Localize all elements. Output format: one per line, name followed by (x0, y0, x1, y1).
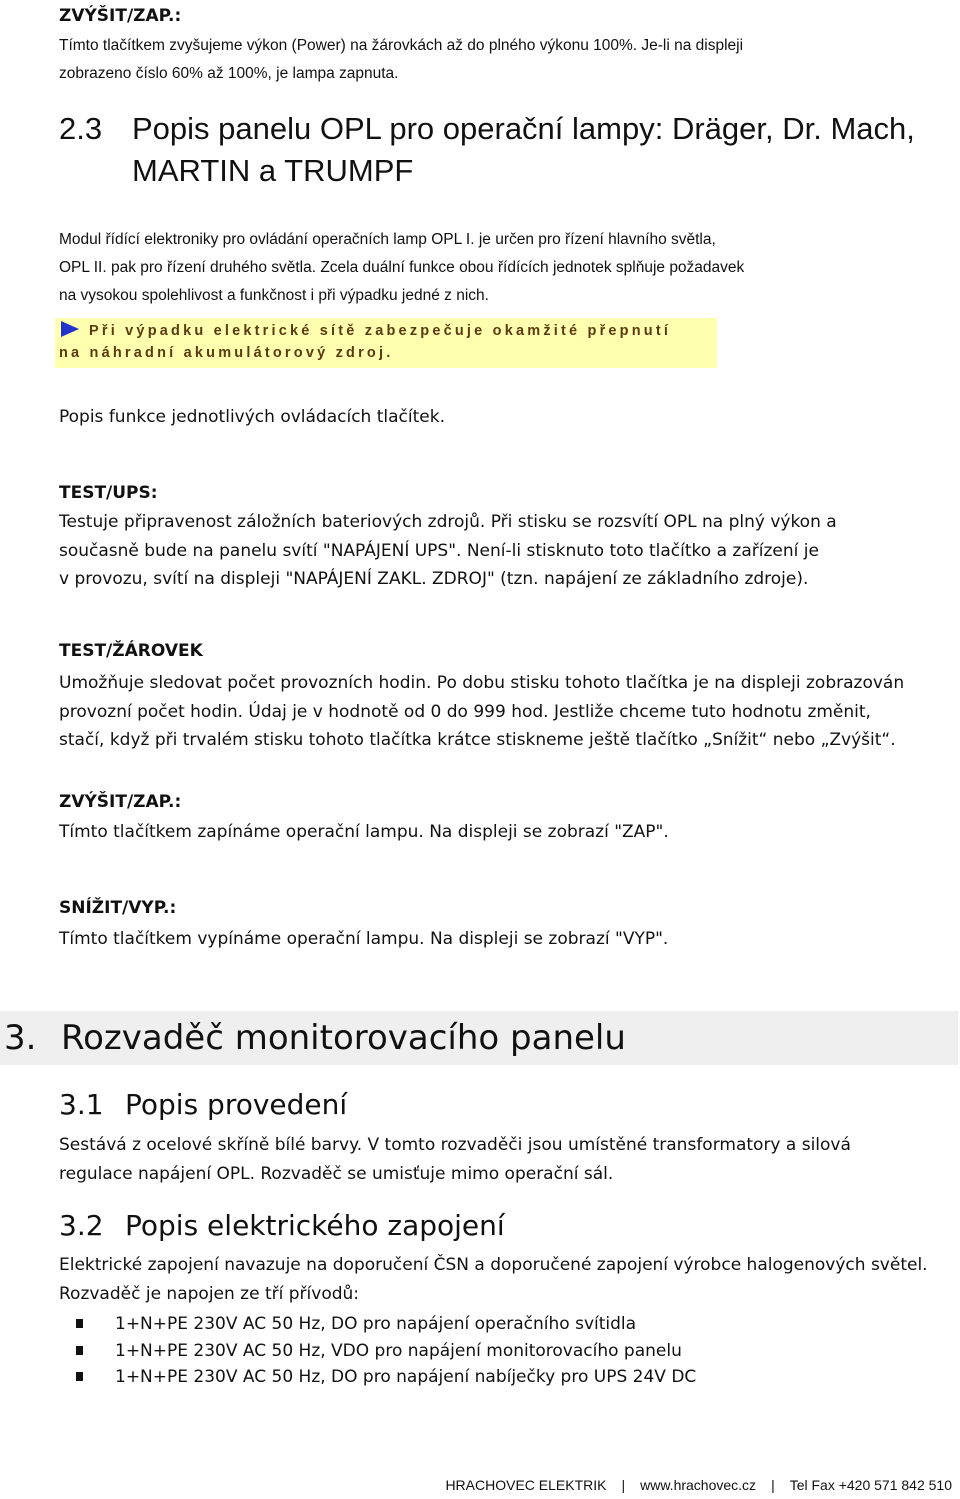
list-item-text: 1+N+PE 230V AC 50 Hz, DO pro napájení operačního svítidla (115, 1314, 637, 1334)
zvysit-zap-text: Tímto tlačítkem zapínáme operační lampu. Na displeji se zobrazí "ZAP". (59, 822, 669, 842)
chapter-number: 3. (4, 1018, 37, 1058)
list-item-text: 1+N+PE 230V AC 50 Hz, DO pro napájení nabíječky pro UPS 24V DC (115, 1367, 697, 1387)
test-zarovek-text (59, 669, 954, 755)
footer (445, 1477, 952, 1493)
section-title-text: Popis provedení (125, 1088, 348, 1121)
text-line: regulace napájení OPL. Rozvaděč se umisťuje mimo operační sál. (59, 1163, 614, 1184)
section-3-2-text (59, 1251, 957, 1308)
text-line: v provozu, svítí na displeji "NAPÁJENÍ ZAKL. ZDROJ" (tzn. napájení ze základního zdroje). (59, 569, 809, 589)
text-line: OPL II. pak pro řízení druhého světla. Zcela duální funkce obou řídících jednotek splňuje požadavek (59, 259, 745, 276)
section-number: 2.3 (59, 111, 103, 146)
text-line: na vysokou spolehlivost a funkčnost i při výpadku jedné z nich. (59, 287, 489, 304)
footer-company: HRACHOVEC ELEKTRIK (445, 1477, 607, 1493)
bullet-square-icon (76, 1346, 83, 1355)
zvysit-zap-text-top (59, 32, 949, 88)
section-3-1-text (59, 1131, 954, 1188)
test-zarovek-heading: TEST/ŽÁROVEK (59, 641, 203, 661)
text-line: Rozvaděč je napojen ze tří přívodů: (59, 1283, 360, 1304)
chapter-3-title (0, 1011, 958, 1064)
text-line: stačí, když při trvalém stisku tohoto tlačítka krátce stiskneme ještě tlačítko „Snížit“ nebo „Zvýšit“. (59, 730, 896, 750)
list-item-text: 1+N+PE 230V AC 50 Hz, VDO pro napájení monitorovacího panelu (115, 1340, 682, 1361)
section-3-1-title (59, 1085, 347, 1125)
text-line: Umožňuje sledovat počet provozních hodin. Po dobu stisku tohoto tlačítka je na displeji zobrazován (59, 673, 905, 693)
footer-contact: Tel Fax +420 571 842 510 (789, 1477, 952, 1493)
text-line: zobrazeno číslo 60% až 100%, je lampa zapnuta. (59, 65, 399, 82)
zvysit-zap-heading: ZVÝŠIT/ZAP.: (59, 792, 182, 812)
bullet-square-icon (76, 1319, 83, 1328)
list-item (59, 1311, 919, 1338)
section-2-3-text (59, 226, 954, 310)
text-line: Modul řídící elektroniky pro ovládání operačních lamp OPL I. je určen pro řízení hlavního světla, (59, 231, 716, 248)
section-number: 3.2 (59, 1209, 104, 1242)
zvysit-zap-heading-top: ZVÝŠIT/ZAP.: (59, 6, 182, 26)
footer-website[interactable]: www.hrachovec.cz (640, 1477, 757, 1493)
section-2-3-title-line1 (59, 108, 949, 150)
footer-separator: | (771, 1477, 775, 1493)
bullet-square-icon (76, 1372, 83, 1381)
test-ups-text (59, 508, 954, 594)
text-line: Testuje připravenost záložních bateriových zdrojů. Při stisku se rozsvítí OPL na plný výkon a (59, 512, 837, 532)
highlight-line1 (59, 320, 713, 342)
test-ups-heading: TEST/UPS: (59, 483, 158, 503)
list-item (59, 1364, 919, 1391)
highlight-text: Při výpadku elektrické sítě zabezpečuje okamžité přepnutí (89, 323, 672, 339)
text-line: současně bude na panelu svítí "NAPÁJENÍ UPS". Není-li stisknuto toto tlačítko a zařízení je (59, 540, 819, 561)
section-title-text: Popis panelu OPL pro operační lampy: Dräger, Dr. Mach, (132, 111, 915, 146)
section-3-2-title (59, 1206, 505, 1246)
highlight-note (55, 318, 717, 368)
section-2-3-title-line2: MARTIN a TRUMPF (132, 153, 414, 188)
text-line: provozní počet hodin. Údaj je v hodnotě od 0 do 999 hod. Jestliže chceme tuto hodnotu změnit, (59, 701, 871, 722)
text-line: Sestává z ocelové skříně bílé barvy. V tomto rozvaděči jsou umístěné transformatory a silová (59, 1135, 851, 1155)
chapter-3-band (0, 1011, 958, 1065)
section-number: 3.1 (59, 1088, 104, 1121)
text-line: Tímto tlačítkem zvyšujeme výkon (Power) na žárovkách až do plného výkonu 100%. Je-li na displeji (59, 37, 744, 54)
text-line: Elektrické zapojení navazuje na doporučení ČSN a doporučené zapojení výrobce halogenových světel. (59, 1255, 928, 1275)
highlight-line2: na náhradní akumulátorový zdroj. (59, 345, 394, 361)
snizit-vyp-heading: SNÍŽIT/VYP.: (59, 898, 177, 918)
chapter-title-text: Rozvaděč monitorovacího panelu (61, 1018, 626, 1058)
supply-list (59, 1311, 919, 1391)
footer-separator: | (621, 1477, 626, 1493)
section-title-text: Popis elektrického zapojení (125, 1209, 505, 1242)
snizit-vyp-text: Tímto tlačítkem vypínáme operační lampu. Na displeji se zobrazí "VYP". (59, 929, 669, 949)
section-2-3-title (59, 108, 949, 192)
list-item (59, 1338, 919, 1365)
buttons-description: Popis funkce jednotlivých ovládacích tlačítek. (59, 407, 445, 427)
arrow-right-icon (61, 321, 79, 337)
